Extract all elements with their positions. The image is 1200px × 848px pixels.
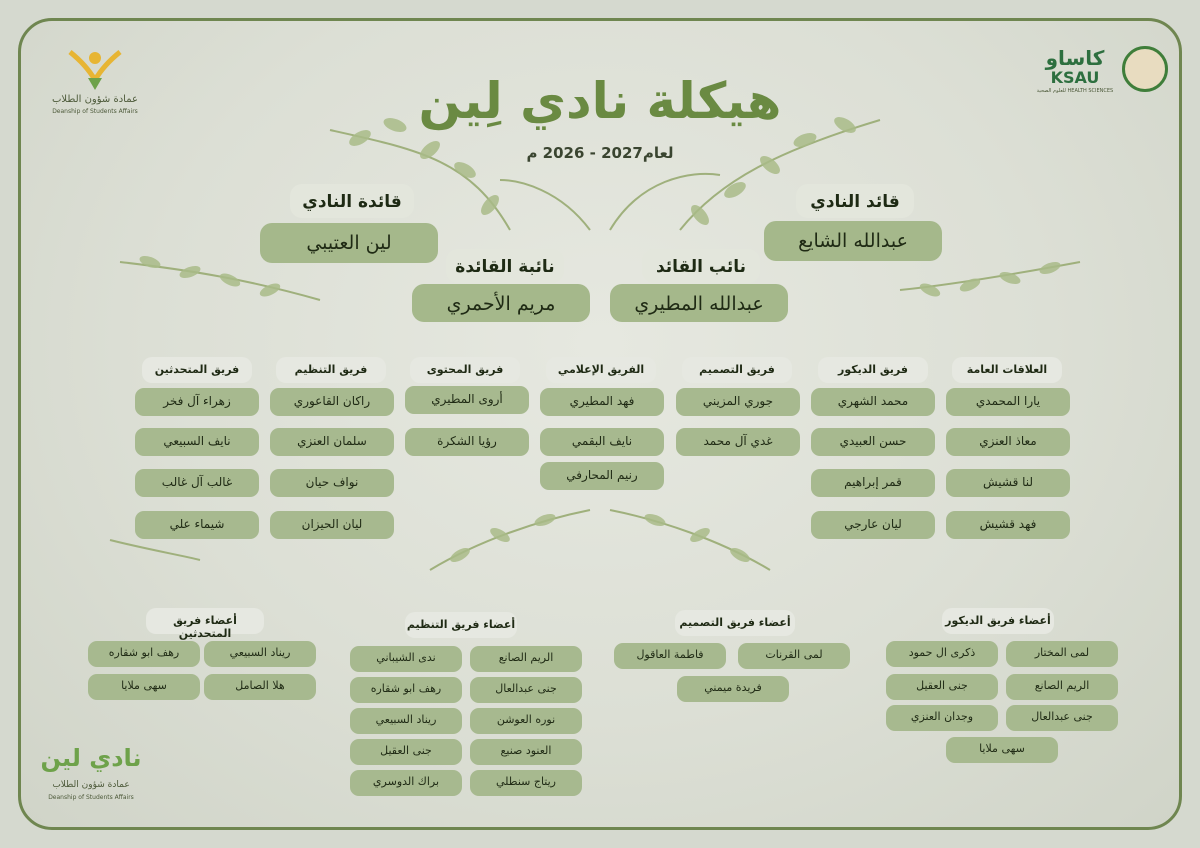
- club-logo-text: نادي لين: [40, 744, 142, 772]
- club-deanship-en: Deanship of Students Affairs: [48, 794, 134, 801]
- team-member: جوري المزيني: [676, 388, 800, 416]
- team-member: نايف السبيعي: [135, 428, 259, 456]
- team-member: نايف البقمي: [540, 428, 664, 456]
- deputy-label: نائب القائد: [642, 249, 760, 283]
- deanship-name-ar: عمادة شؤون الطلاب: [52, 94, 138, 105]
- page-subtitle: لعام2027 - 2026 م: [526, 144, 674, 162]
- group-member: ريناد السبيعي: [350, 708, 462, 734]
- group-member: ريناد السبيعي: [204, 641, 316, 667]
- leader-name: عبدالله الشايع: [764, 221, 942, 261]
- person-emblem-icon: [40, 48, 150, 92]
- group-member: جنى عبدالعال: [470, 677, 582, 703]
- team-member: فهد المطيري: [540, 388, 664, 416]
- group-member: ذكرى ال حمود: [886, 641, 998, 667]
- team-member: يارا المحمدي: [946, 388, 1070, 416]
- group-member: سهى ملايا: [88, 674, 200, 700]
- team-member: راكان القاعوري: [270, 388, 394, 416]
- team-member: محمد الشهري: [811, 388, 935, 416]
- group-member: لمى القرنات: [738, 643, 850, 669]
- team-member: رؤيا الشكرة: [405, 428, 529, 456]
- team-member: غالب آل غالب: [135, 469, 259, 497]
- team-member: زهراء آل فخر: [135, 388, 259, 416]
- team-member: لنا قشيش: [946, 469, 1070, 497]
- deanship-logo: [40, 48, 150, 118]
- ksau-subtitle: HEALTH SCIENCES للعلوم الصحية: [1036, 88, 1114, 94]
- team-member: نواف حيان: [270, 469, 394, 497]
- deputy-f-name: مريم الأحمري: [412, 284, 590, 322]
- group-title: أعضاء فريق التصميم: [675, 610, 795, 636]
- group-title: أعضاء فريق الديكور: [942, 608, 1054, 634]
- team-title: فريق التصميم: [682, 357, 792, 383]
- team-member: رنيم المحارفي: [540, 462, 664, 490]
- deputy-f-label: نائبة القائدة: [446, 249, 564, 283]
- club-logo: [36, 740, 146, 810]
- team-member: قمر إبراهيم: [811, 469, 935, 497]
- leader-f-name: لين العتيبي: [260, 223, 438, 263]
- group-member: هلا الصامل: [204, 674, 316, 700]
- leader-label: قائد النادي: [796, 184, 914, 218]
- club-deanship-ar: عمادة شؤون الطلاب: [52, 780, 130, 790]
- group-member: سهى ملايا: [946, 737, 1058, 763]
- ksau-logo: [1028, 46, 1168, 98]
- group-member: رهف ابو شقاره: [88, 641, 200, 667]
- team-member: ليان الحيزان: [270, 511, 394, 539]
- group-title: أعضاء فريق التنظيم: [405, 612, 517, 638]
- group-member: جنى عبدالعال: [1006, 705, 1118, 731]
- team-member: حسن العبيدي: [811, 428, 935, 456]
- group-title: أعضاء فريق المتحدثين: [146, 608, 264, 634]
- team-title: فريق المحتوى: [410, 357, 520, 383]
- ksau-seal-icon: [1122, 46, 1168, 92]
- team-member: سلمان العنزي: [270, 428, 394, 456]
- team-member: شيماء علي: [135, 511, 259, 539]
- group-member: براك الدوسري: [350, 770, 462, 796]
- team-title: فريق الديكور: [818, 357, 928, 383]
- team-member: ليان عارجي: [811, 511, 935, 539]
- deputy-name: عبدالله المطيري: [610, 284, 788, 322]
- group-member: ندى الشيباني: [350, 646, 462, 672]
- team-title: الفريق الإعلامي: [546, 357, 656, 383]
- leader-f-label: قائدة النادي: [290, 184, 414, 218]
- group-member: فريدة ميمني: [677, 676, 789, 702]
- team-member: فهد قشيش: [946, 511, 1070, 539]
- team-member: معاذ العنزي: [946, 428, 1070, 456]
- group-member: ريتاج سنطلي: [470, 770, 582, 796]
- team-member: غدي آل محمد: [676, 428, 800, 456]
- group-member: جنى العقيل: [886, 674, 998, 700]
- group-member: الريم الصانع: [470, 646, 582, 672]
- ksau-name-en: KSAU: [1050, 68, 1100, 87]
- page-title: هيكلة نادي لِين: [418, 72, 782, 130]
- group-member: العنود صنيع: [470, 739, 582, 765]
- deanship-name-en: Deanship of Students Affairs: [52, 108, 138, 115]
- team-title: العلاقات العامة: [952, 357, 1062, 383]
- group-member: الريم الصانع: [1006, 674, 1118, 700]
- group-member: وجدان العنزي: [886, 705, 998, 731]
- group-member: جنى العقيل: [350, 739, 462, 765]
- ksau-name-ar: كاساو: [1045, 46, 1105, 70]
- team-title: فريق التنظيم: [276, 357, 386, 383]
- group-member: رهف ابو شقاره: [350, 677, 462, 703]
- group-member: لمى المختار: [1006, 641, 1118, 667]
- group-member: نوره العوشن: [470, 708, 582, 734]
- group-member: فاطمة العاقول: [614, 643, 726, 669]
- team-member: أروى المطيري: [405, 386, 529, 414]
- team-title: فريق المتحدثين: [142, 357, 252, 383]
